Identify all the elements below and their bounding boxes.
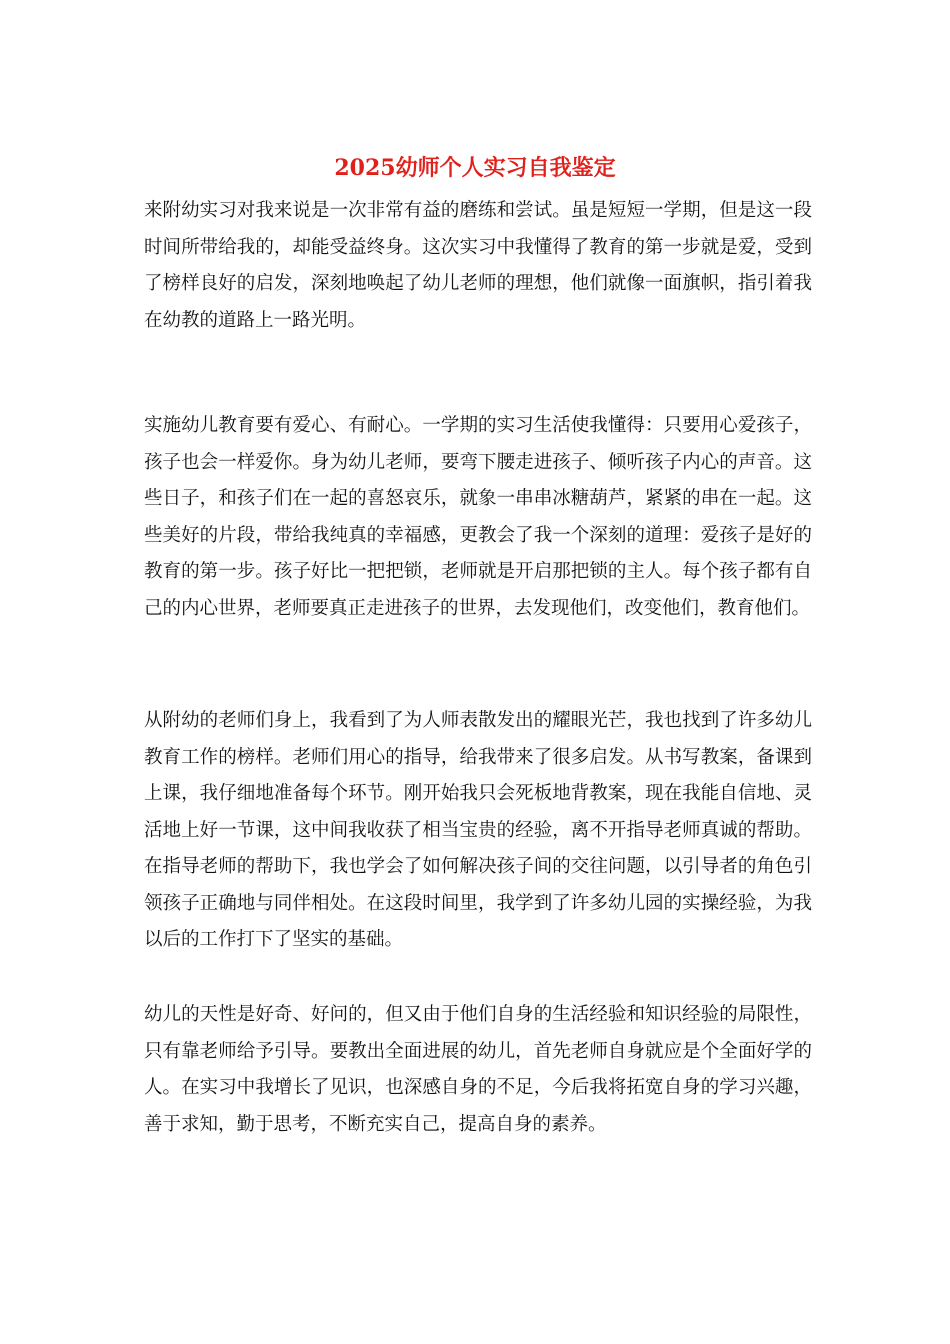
paragraph-1: 来附幼实习对我来说是一次非常有益的磨练和尝试。虽是短短一学期，但是这一段时间所带给我的，却能受益终身。这次实习中我懂得了教育的第一步就是爱，受到了榜样良好的启发，深刻地唤起了幼儿老师的理想，他们就像一面旗帜，指引着我在幼教的道路上一路光明。 [144,200,812,331]
paragraph-4: 幼儿的天性是好奇、好问的，但又由于他们自身的生活经验和知识经验的局限性，只有靠老师给予引导。要教出全面进展的幼儿，首先老师自身就应是个全面好学的人。在实习中我增长了见识，也深感自身的不足，今后我将拓宽自身的学习兴趣，善于求知，勤于思考，不断充实自己，提高自身的素养。 [144,1004,812,1135]
paragraph-3: 从附幼的老师们身上，我看到了为人师表散发出的耀眼光芒，我也找到了许多幼儿教育工作的榜样。老师们用心的指导，给我带来了很多启发。从书写教案，备课到上课，我仔细地准备每个环节。刚开始我只会死板地背教案，现在我能自信地、灵活地上好一节课，这中间我收获了相当宝贵的经验，离不开指导老师真诚的帮助。在指导老师的帮助下，我也学会了如何解决孩子间的交往问题，以引导者的角色引领孩子正确地与同伴相处。在这段时间里，我学到了许多幼儿园的实操经验，为我以后的工作打下了坚实的基础。 [144,710,812,950]
paragraph-2: 实施幼儿教育要有爱心、有耐心。一学期的实习生活使我懂得：只要用心爱孩子，孩子也会一样爱你。身为幼儿老师，要弯下腰走进孩子、倾听孩子内心的声音。这些日子，和孩子们在一起的喜怒哀乐，就象一串串冰糖葫芦，紧紧的串在一起。这些美好的片段，带给我纯真的幸福感，更教会了我一个深刻的道理：爱孩子是好的教育的第一步。孩子好比一把把锁，老师就是开启那把锁的主人。每个孩子都有自己的内心世界，老师要真正走进孩子的世界，去发现他们，改变他们，教育他们。 [144,415,812,619]
document-title: 2025幼师个人实习自我鉴定 [334,155,616,181]
